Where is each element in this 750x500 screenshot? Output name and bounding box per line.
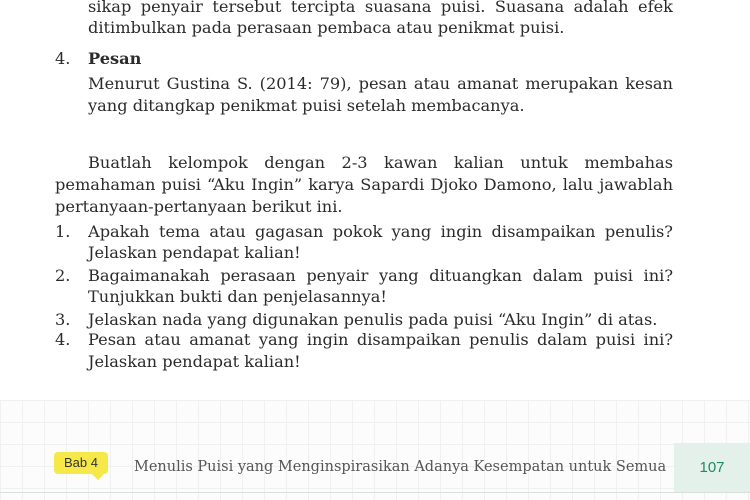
question-text-line: Jelaskan nada yang digunakan penulis pada puisi “Aku Ingin” di atas. bbox=[88, 310, 658, 329]
footer-grid-background bbox=[0, 400, 750, 500]
section-number: 4. bbox=[55, 49, 71, 68]
question-number: 2. bbox=[55, 266, 71, 285]
question-text-line: Jelaskan pendapat kalian! bbox=[88, 352, 301, 371]
question-number: 3. bbox=[55, 310, 71, 329]
section-heading: Pesan bbox=[88, 49, 142, 68]
question-text-line: Pesan atau amanat yang ingin disampaikan penulis dalam puisi ini? bbox=[88, 330, 673, 349]
body-text-line: yang ditangkap penikmat puisi setelah membacanya. bbox=[88, 96, 525, 115]
question-text-line: Tunjukkan bukti dan penjelasannya! bbox=[88, 287, 387, 306]
question-number: 4. bbox=[55, 330, 71, 349]
task-text-line: pertanyaan-pertanyaan berikut ini. bbox=[55, 197, 343, 216]
question-text-line: Bagaimanakah perasaan penyair yang dituangkan dalam puisi ini? bbox=[88, 266, 673, 285]
chapter-badge: Bab 4 bbox=[54, 452, 108, 474]
task-text-line: pemahaman puisi “Aku Ingin” karya Sapardi Djoko Damono, lalu jawablah bbox=[55, 175, 673, 194]
chapter-title: Menulis Puisi yang Menginspirasikan Adanya Kesempatan untuk Semua bbox=[134, 459, 667, 475]
body-text-line: Menurut Gustina S. (2014: 79), pesan atau amanat merupakan kesan bbox=[88, 74, 673, 93]
page-number: 107 bbox=[674, 443, 750, 492]
body-text-line: ditimbulkan pada perasaan pembaca atau penikmat puisi. bbox=[88, 18, 565, 37]
question-number: 1. bbox=[55, 222, 71, 241]
question-text-line: Jelaskan pendapat kalian! bbox=[88, 243, 301, 262]
task-text-line: Buatlah kelompok dengan 2-3 kawan kalian untuk membahas bbox=[88, 153, 673, 172]
footer-divider bbox=[0, 492, 750, 493]
body-text-line: sikap penyair tersebut tercipta suasana puisi. Suasana adalah efek bbox=[88, 0, 673, 16]
question-text-line: Apakah tema atau gagasan pokok yang ingin disampaikan penulis? bbox=[88, 222, 673, 241]
